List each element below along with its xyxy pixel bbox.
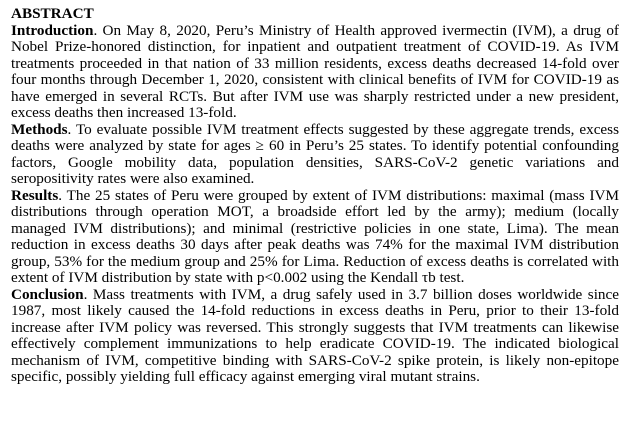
abstract-block	[11, 6, 619, 386]
introduction-text: . On May 8, 2020, Peru’s Ministry of Health approved ivermectin (IVM), a drug of Nobel Prize-honored distinction, for inpatient and outpatient treatment of COVID-19. As IVM treatments proceeded in that nation of 33 million residents, excess deaths decreased 14-fold over four months through December 1, 2020, consistent with clinical benefits of IVM for COVID-19 as have emerged in several RCTs. But after IVM use was sharply restricted under a new president, excess deaths then increased 13-fold.	[11, 21, 619, 121]
introduction-label: Introduction	[11, 21, 94, 39]
introduction-paragraph	[11, 23, 619, 122]
methods-paragraph	[11, 122, 619, 188]
conclusion-text: . Mass treatments with IVM, a drug safely used in 3.7 billion doses worldwide since 1987, most likely caused the 14-fold reductions in excess deaths in Peru, prior to their 13-fold increase after IVM policy was reversed. This strongly suggests that IVM treatments can likewise effectively complement immunizations to help eradicate COVID-19. The indicated biological mechanism of IVM, competitive binding with SARS-CoV-2 spike protein, is likely non-epitope specific, possibly yielding full efficacy against emerging viral mutant strains.	[11, 285, 619, 385]
results-label: Results	[11, 186, 59, 204]
conclusion-label: Conclusion	[11, 285, 84, 303]
methods-label: Methods	[11, 120, 68, 138]
results-text: . The 25 states of Peru were grouped by extent of IVM distributions: maximal (mass IVM distributions through operation MOT, a broadside effort led by the army); medium (locally managed IVM distributions); and minimal (restrictive policies in one state, Lima). The mean reduction in excess deaths 30 days after peak deaths was 74% for the maximal IVM distribution group, 53% for the medium group and 25% for Lima. Reduction of excess deaths is correlated with extent of IVM distribution by state with p<0.002 using the Kendall τb test.	[11, 186, 619, 286]
conclusion-paragraph	[11, 287, 619, 386]
methods-text: . To evaluate possible IVM treatment effects suggested by these aggregate trends, excess deaths were analyzed by state for ages ≥ 60 in Peru’s 25 states. To identify potential confounding factors, Google mobility data, population densities, SARS-CoV-2 genetic variations and seropositivity rates were also examined.	[11, 120, 619, 187]
abstract-heading: ABSTRACT	[11, 5, 94, 22]
results-paragraph	[11, 188, 619, 287]
